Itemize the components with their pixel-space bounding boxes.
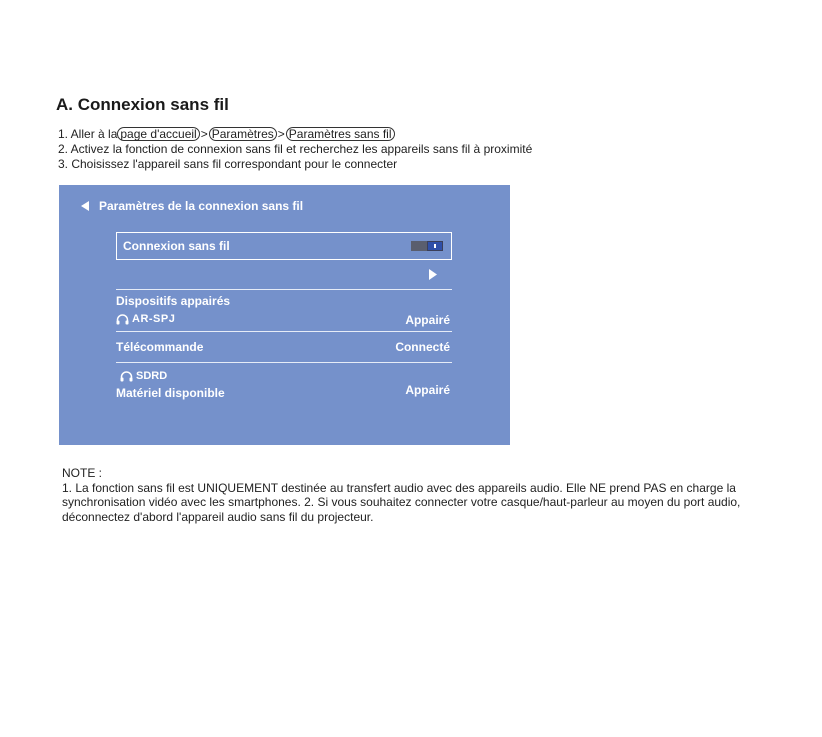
paired-devices-title: Dispositifs appairés xyxy=(116,294,231,308)
play-arrow-icon[interactable] xyxy=(428,269,438,280)
path-separator: > xyxy=(200,127,208,141)
paired-device-status: Appairé xyxy=(405,313,450,327)
wireless-connection-row[interactable] xyxy=(116,232,452,260)
available-hardware-row[interactable] xyxy=(116,383,452,400)
back-arrow-icon[interactable] xyxy=(80,201,90,211)
available-hardware-label: Matériel disponible xyxy=(116,386,225,400)
section-title: A. Connexion sans fil xyxy=(56,95,229,114)
path-settings: Paramètres xyxy=(209,127,277,141)
divider xyxy=(116,362,452,363)
remote-control-status: Connecté xyxy=(395,340,450,354)
path-wireless-settings: Paramètres sans fil xyxy=(286,127,395,141)
available-device-name: SDRD xyxy=(136,370,168,382)
instruction-steps xyxy=(58,127,532,172)
note-label: NOTE : xyxy=(62,466,103,480)
panel-title: Paramètres de la connexion sans fil xyxy=(99,199,304,213)
headphones-icon xyxy=(116,314,129,325)
remote-control-label: Télécommande xyxy=(116,340,204,354)
note-block xyxy=(62,466,762,524)
step-1-prefix: 1. Aller à la xyxy=(58,127,118,141)
search-devices-row[interactable] xyxy=(116,269,452,290)
toggle-knob xyxy=(428,242,442,250)
remote-control-row[interactable] xyxy=(116,340,452,354)
divider xyxy=(116,331,452,332)
panel-header xyxy=(80,199,303,213)
paired-device-name: AR-SPJ xyxy=(132,313,176,325)
wireless-settings-panel xyxy=(59,185,510,445)
available-hardware-status: Appairé xyxy=(405,383,450,397)
wireless-toggle[interactable] xyxy=(411,241,443,251)
note-text: 1. La fonction sans fil est UNIQUEMENT destinée au transfert audio avec des appareils audio. Elle NE prend PAS en charge la synchronisation vidéo avec les smartphones. 2. Si vous souhaitez connecter votre casque/haut-parleur au moyen du port audio, déconnectez d'abord l'appareil audio sans fil du projecteur. xyxy=(62,480,741,524)
wireless-connection-label: Connexion sans fil xyxy=(123,239,230,253)
path-separator: > xyxy=(277,127,285,141)
paired-device-row[interactable] xyxy=(116,313,452,328)
path-home: page d'accueil xyxy=(117,127,199,141)
step-3: 3. Choisissez l'appareil sans fil correspondant pour le connecter xyxy=(58,157,398,171)
paired-device-name-wrap xyxy=(116,313,175,325)
step-1 xyxy=(58,127,532,142)
toggle-track xyxy=(411,241,427,251)
available-device-name-wrap[interactable] xyxy=(120,370,167,382)
step-2: 2. Activez la fonction de connexion sans fil et recherchez les appareils sans fil à proximité xyxy=(58,142,533,156)
headphones-icon xyxy=(120,371,133,382)
